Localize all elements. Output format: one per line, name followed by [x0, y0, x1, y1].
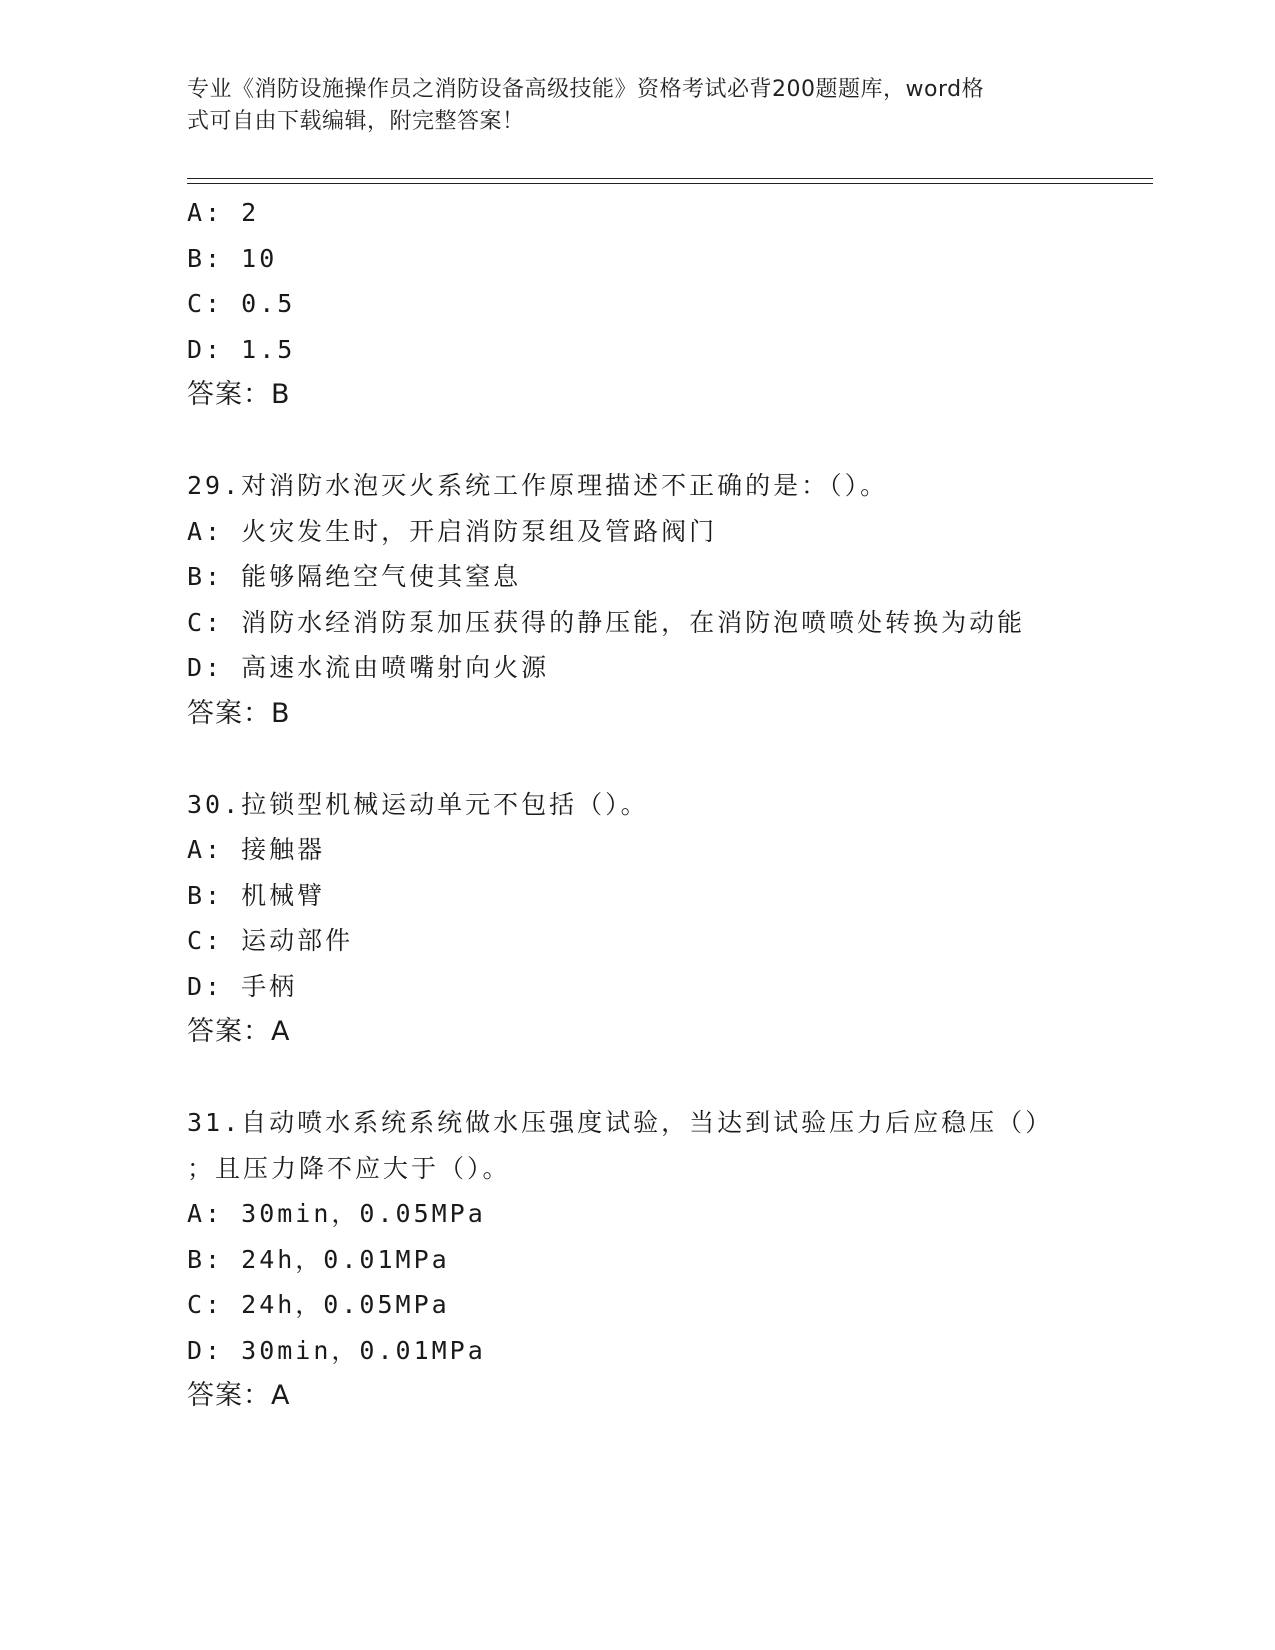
option-c: C: 24h，0.05MPa: [187, 1290, 450, 1319]
question-28-continued: [187, 190, 1153, 418]
option-d: D: 高速水流由喷嘴射向火源: [187, 653, 550, 682]
document-body: [187, 190, 1153, 1419]
spacer: [187, 736, 1153, 782]
option-b: B: 10: [187, 243, 278, 273]
option-c: C: 运动部件: [187, 926, 354, 955]
answer-line: 答案：B: [187, 379, 291, 410]
option-d: D: 30min，0.01MPa: [187, 1335, 486, 1365]
option-b: B: 能够隔绝空气使其窒息: [187, 562, 522, 591]
option-a: A: 接触器: [187, 835, 326, 864]
question-stem-continued: ；且压力降不应大于（）。: [187, 1153, 511, 1183]
option-a: A: 火灾发生时，开启消防泵组及管路阀门: [187, 516, 718, 546]
question-29: [187, 463, 1153, 736]
question-31: [187, 1100, 1153, 1419]
question-stem: 29.对消防水泡灭火系统工作原理描述不正确的是：（）。: [187, 471, 889, 500]
answer-line: 答案：B: [187, 697, 291, 729]
spacer: [187, 418, 1153, 464]
option-b: B: 24h，0.01MPa: [187, 1244, 450, 1274]
header-divider-top: [187, 178, 1153, 179]
spacer: [187, 1055, 1153, 1101]
option-d: D: 1.5: [187, 334, 296, 364]
option-c: C: 0.5: [187, 289, 296, 318]
option-d: D: 手柄: [187, 971, 298, 1001]
option-b: B: 机械臂: [187, 880, 326, 910]
question-stem: 31.自动喷水系统系统做水压强度试验，当达到试验压力后应稳压（）: [187, 1108, 1054, 1137]
header-title-line-2: 式可自由下载编辑，附完整答案！: [187, 109, 525, 134]
header-title-line-1: 专业《消防设施操作员之消防设备高级技能》资格考试必背200题题库，word格: [187, 77, 985, 102]
answer-line: 答案：A: [187, 1380, 291, 1411]
header-divider-bottom: [187, 183, 1153, 184]
question-stem: 30.拉锁型机械运动单元不包括（）。: [187, 789, 649, 819]
option-a: A: 30min，0.05MPa: [187, 1199, 486, 1228]
document-header: [187, 74, 1067, 138]
answer-line: 答案：A: [187, 1016, 291, 1047]
option-a: A: 2: [187, 198, 260, 227]
question-30: [187, 782, 1153, 1055]
option-c: C: 消防水经消防泵加压获得的静压能，在消防泡喷喷处转换为动能: [187, 607, 1026, 637]
